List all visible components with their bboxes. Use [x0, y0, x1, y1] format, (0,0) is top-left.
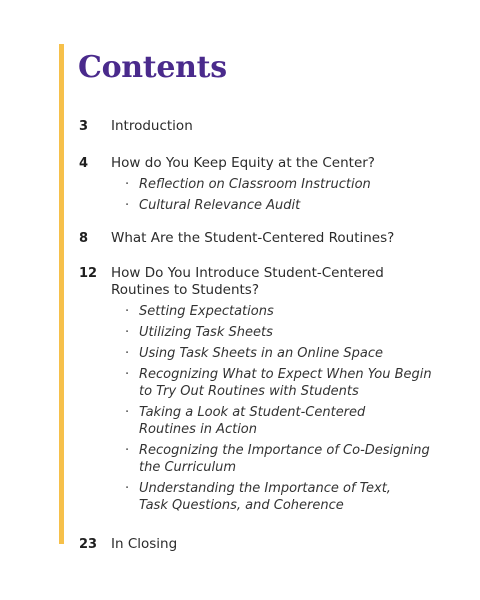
toc-subitem[interactable] [125, 197, 459, 214]
toc-entry-title[interactable]: What Are the Student-Centered Routines? [111, 230, 395, 246]
toc-entry[interactable] [79, 155, 459, 214]
toc-subitem[interactable] [125, 442, 459, 476]
toc-subitem[interactable] [125, 366, 459, 400]
toc-subitem-label[interactable]: Reflection on Classroom Instruction [139, 177, 371, 192]
toc-subitem-list [79, 176, 459, 214]
toc-subitem[interactable] [125, 345, 459, 362]
bullet-icon: · [125, 198, 130, 213]
toc-subitem-label[interactable]: Using Task Sheets in an Online Space [139, 346, 383, 361]
toc-entry[interactable] [79, 118, 459, 135]
toc-subitem-label[interactable]: Setting Expectations [139, 304, 274, 319]
toc-subitem[interactable] [125, 303, 459, 320]
toc-entry-title[interactable]: Introduction [111, 118, 193, 134]
bullet-icon: · [125, 405, 130, 420]
page-title: Contents [78, 50, 227, 85]
bullet-icon: · [125, 443, 130, 458]
bullet-icon: · [125, 346, 130, 361]
toc-page-number: 8 [79, 231, 89, 246]
toc-entry-title[interactable]: How Do You Introduce Student-Centered Routines to Students? [111, 265, 384, 298]
accent-bar [59, 44, 64, 544]
toc-subitem-label[interactable]: Understanding the Importance of Text, Task Questions, and Coherence [139, 481, 391, 513]
toc-page-number: 23 [79, 537, 98, 552]
toc-subitem[interactable] [125, 404, 459, 438]
toc-entry-title[interactable]: In Closing [111, 536, 178, 552]
toc-subitem-label[interactable]: Utilizing Task Sheets [139, 325, 273, 340]
toc-page-number: 3 [79, 119, 89, 134]
toc-subitem-label[interactable]: Recognizing What to Expect When You Begin to Try Out Routines with Students [139, 367, 432, 399]
bullet-icon: · [125, 304, 130, 319]
toc-entry-title[interactable]: How do You Keep Equity at the Center? [111, 155, 375, 171]
toc-subitem[interactable] [125, 324, 459, 341]
bullet-icon: · [125, 481, 130, 496]
toc-subitem-list [79, 303, 459, 514]
toc-subitem-label[interactable]: Cultural Relevance Audit [139, 198, 301, 213]
toc-entry[interactable] [79, 536, 459, 553]
bullet-icon: · [125, 367, 130, 382]
toc-subitem-label[interactable]: Recognizing the Importance of Co-Designing the Curriculum [139, 443, 430, 475]
bullet-icon: · [125, 325, 130, 340]
bullet-icon: · [125, 177, 130, 192]
toc-subitem-label[interactable]: Taking a Look at Student-Centered Routines in Action [139, 405, 366, 437]
toc-subitem[interactable] [125, 176, 459, 193]
toc-subitem[interactable] [125, 480, 459, 514]
table-of-contents [79, 100, 459, 553]
toc-entry[interactable] [79, 265, 459, 514]
toc-entry[interactable] [79, 230, 459, 247]
toc-page-number: 4 [79, 156, 89, 171]
toc-page-number: 12 [79, 266, 98, 281]
